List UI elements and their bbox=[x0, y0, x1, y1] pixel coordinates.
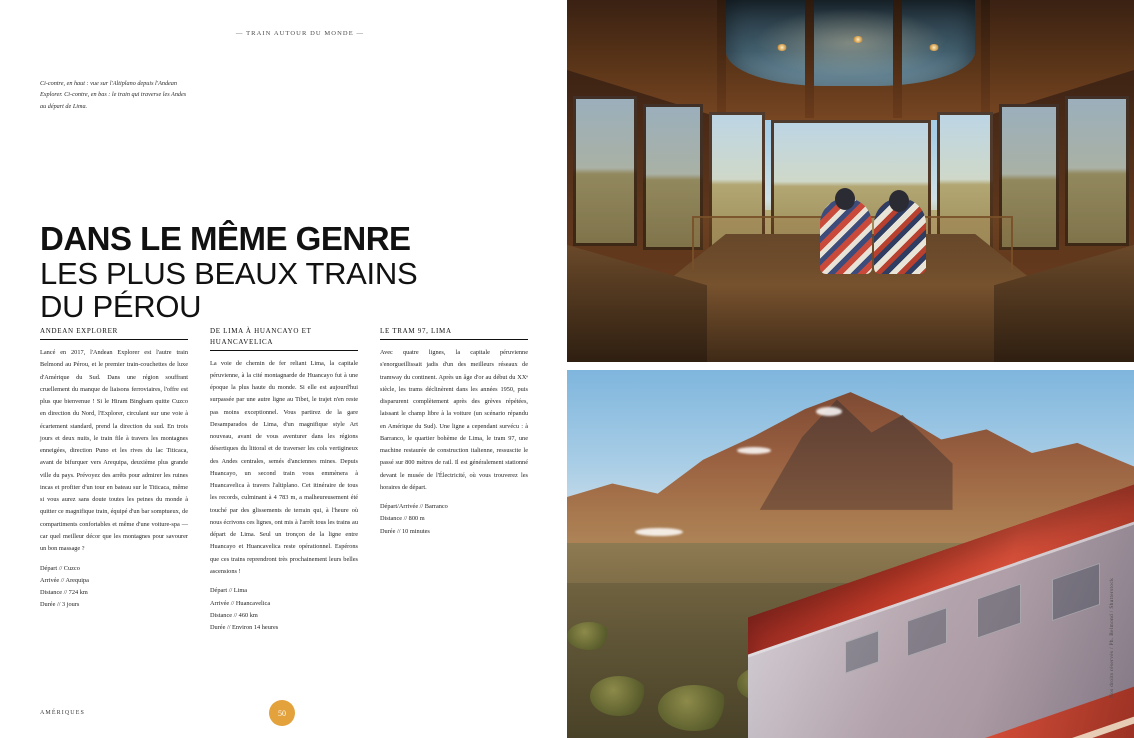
article-column bbox=[210, 326, 358, 634]
column-body: Avec quatre lignes, la capitale péruvienne s'enorgueillissait jadis d'un des meilleurs réseaux de tramway du continent. Après un âge d'or au début du XXᵉ siècle, les trams déclinèrent dans les années 1950, puis disparurent complètement après des grèves répétées, laissant le champ libre à la voiture (un scénario répandu en Amérique du Sud). Une ligne a cependant survécu : à Barranco, le quartier bohème de Lima, le tram 97, une machine restaurée de construction italienne, ressuscite le passé sur 800 mètres de rail. Il est généralement stationné devant le musée de l'Électricité, où vous trouverez les horaires de départ. bbox=[380, 349, 528, 491]
passenger-head bbox=[889, 190, 909, 212]
column-facts bbox=[40, 563, 188, 612]
column-body: Lancé en 2017, l'Andean Explorer est l'autre train Belmond au Pérou, et le premier train-couchettes de luxe d'Amérique du Sud. Dans une région souffrant cruellement du manque de liaisons ferroviaires, l'offre est plus que bienvenue ! Si le Hiram Bingham quitte Cuzco en direction du Nord, l'Explorer, circulant sur une voie à écartement standard, prend la direction du sud. En trois jours et deux nuits, le train file à travers les montagnes enneigées, direction Puno et les rives du lac Titicaca, avant de bifurquer vers Arequipa, deuxième plus grande ville du pays. Prévoyez des arrêts pour admirer les ruines incas et profiter d'un tour en bateau sur le Titicaca, même si vous aurez sans doute toutes les peines du monde à quitter ce magnifique train, équipé d'un bar somptueux, de compartiments confortables et même d'une voiture-spa — car quel meilleur décor que les montagnes pour savourer un bon massage ? bbox=[40, 349, 188, 553]
window-pane bbox=[573, 96, 637, 246]
column-facts bbox=[210, 585, 358, 634]
roof-rib bbox=[717, 0, 726, 118]
ceiling-glow bbox=[754, 8, 947, 78]
page-title bbox=[40, 222, 460, 323]
shrub bbox=[658, 685, 730, 731]
headline-line-3: DU PÉROU bbox=[40, 288, 202, 324]
column-facts bbox=[380, 501, 528, 538]
snow-patch bbox=[816, 407, 842, 416]
fact-item: Arrivée // Huancavelica bbox=[210, 599, 271, 607]
fact-item: Durée // Environ 14 heures bbox=[210, 624, 279, 632]
fact-item: Distance // 800 m bbox=[380, 515, 425, 523]
photo-credit: Nos droits réservés / Ph. Belmond / Shutterstock bbox=[1109, 577, 1115, 698]
ceiling-lamp-icon bbox=[929, 44, 939, 51]
fact-item: Durée // 3 jours bbox=[40, 601, 80, 609]
fact-item: Arrivée // Arequipa bbox=[40, 576, 89, 584]
column-body: La voie de chemin de fer reliant Lima, la capitale péruvienne, à la cité montagnarde de Huancayo fut à une époque la plus haute du monde. Si elle est aujourd'hui surpassée par une autre ligne au Tibet, le trajet n'en reste pas moins exceptionnel. Vous partirez de la gare Desamparados de Lima, d'un magnifique style Art nouveau, avant de vous aventurer dans les régions désertiques du littoral et de traverser les cols vertigineux des Andes centrales, semés d'anciennes mines. Depuis Huancayo, un second train vous emmènera à Huancavelica à travers l'altiplano. Cet itinéraire de tous les records, culminant à 4 783 m, a malheureusement été touché par des glissements de terrain qui, à l'heure où nous écrivons ces lignes, ont mis à l'arrêt tous les trains au départ de Lima. Seul un tronçon de la ligne entre Huancayo et Huancavelica reste opérationnel. Espérons que ces trains reprendront très prochainement leurs belles ascensions ! bbox=[210, 359, 358, 576]
column-title: LE TRAM 97, LIMA bbox=[380, 326, 528, 340]
shrub bbox=[590, 676, 648, 716]
column-title: ANDEAN EXPLORER bbox=[40, 326, 188, 340]
fact-item: Départ // Cuzco bbox=[40, 564, 80, 572]
fact-item: Distance // 460 km bbox=[210, 611, 258, 619]
article-column bbox=[380, 326, 528, 634]
running-head: — TRAIN AUTOUR DU MONDE — bbox=[235, 30, 365, 37]
headline-line-2: LES PLUS BEAUX TRAINS bbox=[40, 255, 418, 291]
section-label: AMÉRIQUES bbox=[40, 710, 85, 716]
photo-caption: Ci-contre, en haut : vue sur l'Altiplano depuis l'Andean Explorer. Ci-contre, en bas : le train qui traverse les Andes au départ de Lima. bbox=[40, 80, 187, 110]
right-page bbox=[567, 0, 1134, 738]
roof-rib bbox=[805, 0, 814, 118]
column-title: DE LIMA À HUANCAYO ET HUANCAVELICA bbox=[210, 326, 358, 351]
fact-item: Durée // 10 minutes bbox=[380, 527, 430, 535]
page-number: 50 bbox=[269, 700, 295, 726]
fact-item: Départ // Lima bbox=[210, 587, 248, 595]
passenger-head bbox=[835, 188, 855, 210]
window-pane bbox=[1065, 96, 1129, 246]
ceiling-lamp-icon bbox=[777, 44, 787, 51]
shrub bbox=[567, 622, 611, 650]
ceiling-lamp-icon bbox=[853, 36, 863, 43]
headline-line-1: DANS LE MÊME GENRE bbox=[40, 220, 411, 257]
photo-andes-train bbox=[567, 370, 1134, 738]
roof-rib bbox=[893, 0, 902, 118]
photo-observation-car bbox=[567, 0, 1134, 362]
article-columns bbox=[40, 326, 530, 634]
fact-item: Départ/Arrivée // Barranco bbox=[380, 503, 448, 511]
roof-rib bbox=[981, 0, 990, 118]
fact-item: Distance // 724 km bbox=[40, 589, 88, 597]
article-column bbox=[40, 326, 188, 634]
